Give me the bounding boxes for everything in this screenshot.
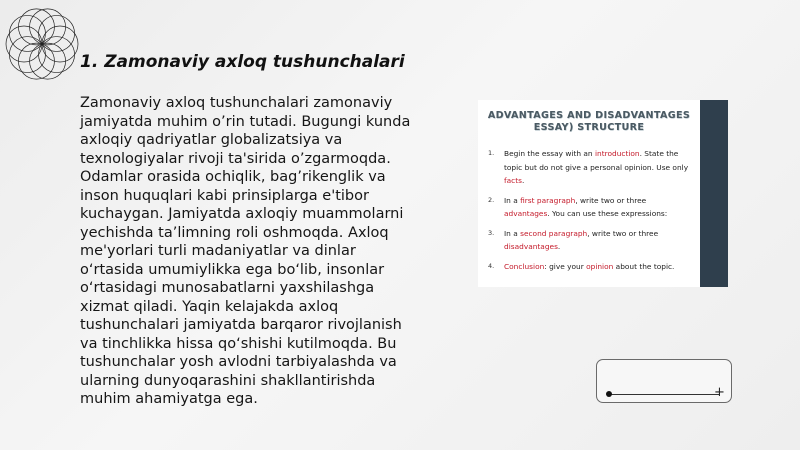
logo-ring [42, 26, 78, 62]
decorative-circles-logo [2, 4, 82, 84]
essay-steps-list [488, 147, 693, 279]
logo-ring [6, 26, 42, 62]
logo-ring [39, 37, 75, 73]
slide-title: 1. Zamonaviy axloq tushunchalari [80, 52, 405, 72]
logo-ring [18, 9, 54, 45]
logo-ring [30, 9, 66, 45]
logo-ring [18, 43, 54, 79]
image-sidebar-bar [700, 100, 728, 287]
essay-step: 3. In a second paragraph, write two or three disadvantages. [488, 228, 659, 251]
essay-step: 1. Begin the essay with an introduction. State the topic but do not give a personal opinion. Use only facts. [488, 149, 689, 185]
essay-structure-image [478, 100, 728, 287]
playhead-dot[interactable] [606, 391, 612, 397]
logo-ring [30, 43, 66, 79]
essay-step: 4. Conclusion: give your opinion about the topic. [488, 261, 675, 271]
audio-seek-bar[interactable] [608, 394, 720, 395]
logo-ring [9, 15, 45, 51]
image-title: ADVANTAGES AND DISADVANTAGES ESSAY) STRUCTURE [487, 110, 691, 133]
logo-ring [9, 37, 45, 73]
essay-step: 2. In a first paragraph, write two or three advantages. You can use these expressions: [488, 195, 668, 218]
audio-player[interactable] [596, 359, 732, 403]
plus-icon[interactable]: + [714, 385, 725, 400]
body-paragraph: Zamonaviy axloq tushunchalari zamonaviy jamiyatda muhim o’rin tutadi. Bugungi kunda axloqiy qadriyatlar globalizatsiya va texnologiyalar rivoji ta'sirida o’zgarmoqda. Odamlar orasida ochiqlik, bag’rikenglik va inson huquqlari kabi prinsiplarga e'tibor kuchaygan. Jamiyatda axloqiy muammolarni yechishda ta’limning roli oshmoqda. Axloq me'yorlari turli madaniyatlar va dinlar o‘rtasida umumiylikka ega bo‘lib, insonlar o‘rtasidagi munosabatlarni yaxshilashga xizmat qiladi. Yaqin kelajakda axloq tushunchalari jamiyatda barqaror rivojlanish va tinchlikka hissa qo‘shishi kutilmoqda. Bu tushunchalar yosh avlodni tarbiyalashda va ularning dunyoqarashini shakllantirishda muhim ahamiyatga ega. [80, 95, 411, 407]
logo-ring [39, 15, 75, 51]
